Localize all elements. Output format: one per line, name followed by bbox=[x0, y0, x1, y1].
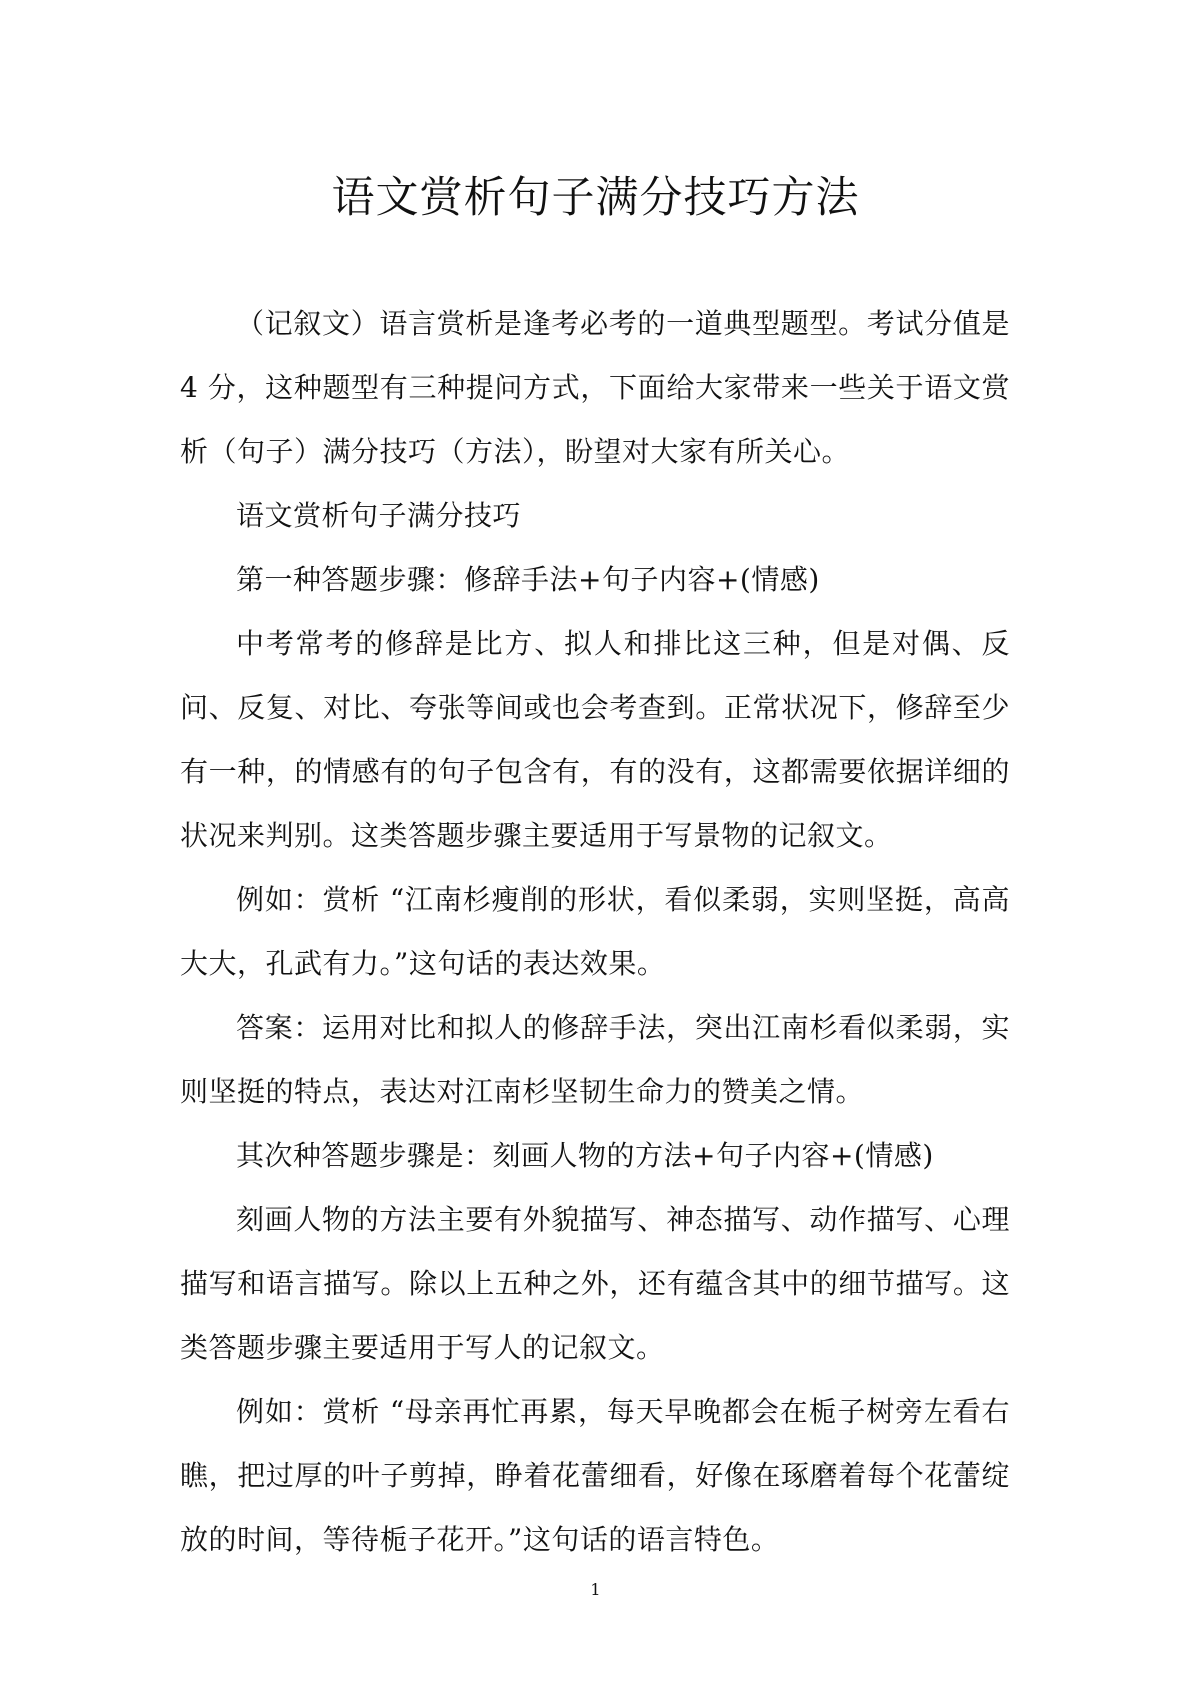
paragraph-example-one: 例如：赏析 “江南杉瘦削的形状，看似柔弱，实则坚挺，高高大大，孔武有力。”这句话的表达效果。 bbox=[180, 883, 1010, 980]
paragraph-intro: （记叙文）语言赏析是逢考必考的一道典型题型。考试分值是 4 分，这种题型有三种提问方式，下面给大家带来一些关于语文赏析（句子）满分技巧（方法），盼望对大家有所关心。 bbox=[180, 307, 1010, 468]
paragraph-step-one: 第一种答题步骤：修辞手法+句子内容+(情感) bbox=[236, 563, 820, 596]
paragraph-section-heading: 语文赏析句子满分技巧 bbox=[236, 499, 522, 532]
paragraph-character-methods: 刻画人物的方法主要有外貌描写、神态描写、动作描写、心理描写和语言描写。除以上五种之外，还有蕴含其中的细节描写。这类答题步骤主要适用于写人的记叙文。 bbox=[180, 1203, 1010, 1364]
paragraph-example-two: 例如：赏析 “母亲再忙再累，每天早晚都会在栀子树旁左看右瞧，把过厚的叶子剪掉，睁着花蕾细看，好像在琢磨着每个花蕾绽放的时间，等待栀子花开。”这句话的语言特色。 bbox=[180, 1395, 1010, 1556]
paragraph-step-two: 其次种答题步骤是：刻画人物的方法+句子内容+(情感) bbox=[236, 1139, 934, 1172]
paragraph-rhetoric-explanation: 中考常考的修辞是比方、拟人和排比这三种，但是对偶、反问、反复、对比、夸张等间或也会考查到。正常状况下，修辞至少有一种，的情感有的句子包含有，有的没有，这都需要依据详细的状况来判别。这类答题步骤主要适用于写景物的记叙文。 bbox=[180, 627, 1010, 852]
paragraph-answer-one: 答案：运用对比和拟人的修辞手法，突出江南杉看似柔弱，实则坚挺的特点，表达对江南杉坚韧生命力的赞美之情。 bbox=[180, 1011, 1010, 1108]
document-body bbox=[180, 292, 1010, 1572]
page-number: 1 bbox=[590, 1580, 601, 1599]
document-title: 语文赏析句子满分技巧方法 bbox=[331, 173, 860, 223]
